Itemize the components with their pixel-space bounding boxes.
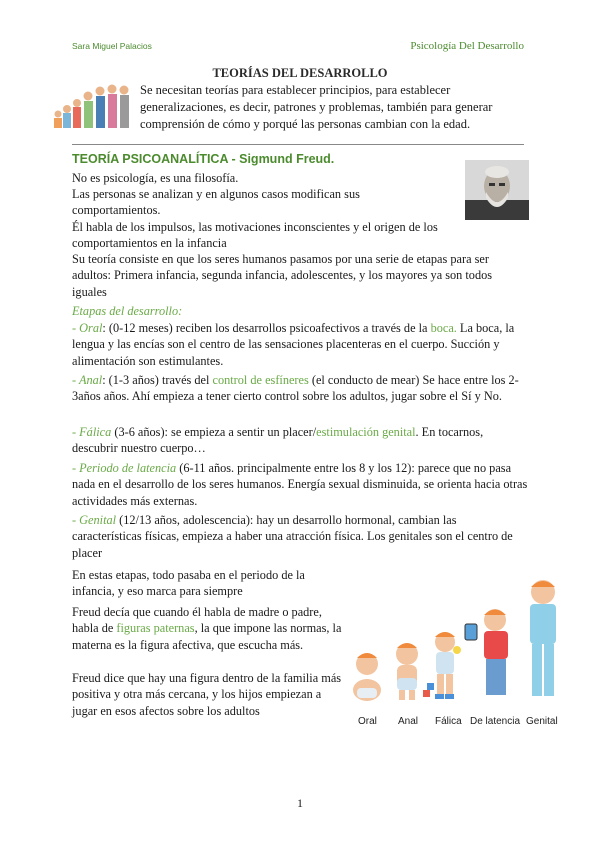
stage-dash: - [72,321,80,335]
stage-text: (12/13 años, adolescencia): hay un desarrollo hormonal, cambian las características físicas, empieza a haber una atracción física. Los genitales son el centro de placer [72,513,513,560]
stage-name: Periodo de latencia [79,461,177,475]
divider [72,144,524,145]
stage-oral [72,320,528,369]
stage-latencia [72,460,528,509]
stage-genital [72,512,528,561]
figure-label-oral: Oral [358,716,377,727]
stages-heading: Etapas del desarrollo: [72,304,183,318]
figure-label-falica: Fálica [435,716,462,727]
closing-highlight: figuras paternas [116,621,195,636]
closing-paragraph-2 [72,604,342,653]
stage-text: (3-6 años): se empieza a sentir un placer/ [111,425,317,439]
stage-name: Fálica [79,425,112,439]
header-subject: Psicología Del Desarrollo [410,40,524,52]
stage-name: Oral [79,321,103,335]
page-number: 1 [297,796,303,810]
stage-dash: - [72,513,80,527]
closing-paragraph-3: Freud dice que hay una figura dentro de la familia más positiva y otra más cercana, y los hijos empiezan a jugar en esos afectos sobre los adultos [72,671,342,718]
section-title: TEORÍA PSICOANALÍTICA - Sigmund Freud. [72,152,335,166]
genital-teen-figure [530,580,556,696]
intro-paragraph: Se necesitan teorías para establecer principios, para establecer generalizaciones, es decir, patrones y problemas, también para generar comprensión de cómo y porqué las personas cambian con la edad. [140,83,493,131]
oral-baby-figure [353,653,381,701]
stage-highlight: control de esfíneres [212,373,309,387]
stage-dash: - [72,461,80,475]
section-paragraph-3: Él habla de los impulsos, las motivaciones inconscientes y el origen de los comportamientos en la infancia [72,220,438,251]
stage-text-post: La boca, la lengua y las encías son el centro de las sensaciones placenteras en el cuerpo. Succión y alimentación son estimulantes. [72,321,515,368]
latencia-child-figure [465,609,508,695]
figure-label-genital: Genital [526,716,558,727]
stage-falica [72,424,528,457]
psychosexual-stages-illustration [345,572,565,712]
stage-highlight: boca. [430,321,457,335]
falica-child-figure [435,632,461,699]
stage-dash: - [72,373,79,387]
figure-label-anal: Anal [398,716,419,727]
stage-anal [72,372,528,405]
stage-name: Anal [78,373,103,387]
stage-text: : (1-3 años) través del [102,373,213,387]
figure-label-latencia: De latencia [470,716,521,727]
section-paragraph-4: Su teoría consiste en que los seres humanos pasamos por una serie de etapas para ser adultos: Primera infancia, segunda infancia, adolescentes, y los mayores ya son todos iguales [72,252,493,299]
freud-portrait [465,160,529,220]
closing-text: Freud decía que cuando él habla de madre o padre, habla de [72,605,322,636]
stage-text: : (0-12 meses) reciben los desarrollos psicoafectivos a través de la [102,321,431,335]
header-author: Sara Miguel Palacios [72,41,152,51]
section-paragraph-2: Las personas se analizan y en algunos casos modifican sus comportamientos. [72,187,360,218]
section-paragraph-1: No es psicología, es una filosofía. [72,171,239,185]
closing-paragraph-1: En estas etapas, todo pasaba en el periodo de la infancia, y eso marca para siempre [72,568,305,599]
closing-text-post: , la que impone las normas, la materna es la figura afectiva, que escucha más. [72,621,342,652]
growth-stages-illustration [50,76,134,132]
figure-labels [0,716,600,730]
stage-text-post: (el conducto de mear) Se hace entre los 2-3años años. Ahí empieza a tener cierto control sobre los adultos, jugar sobre el Sí y No. [72,373,519,404]
anal-toddler-figure [396,643,434,700]
stage-text-post: . En tocarnos, descubrir nuestro cuerpo… [72,425,484,456]
stage-dash: - [72,425,80,439]
page-title: TEORÍAS DEL DESARROLLO [212,66,388,80]
stage-highlight: estimulación genital [316,425,416,439]
stage-name: Genital [79,513,117,527]
stage-text: (6-11 años. principalmente entre los 8 y los 12): parece que no pasa nada en el desarrollo de los seres humanos. Energía sexual disminuida, se orienta hacia otras actividades más externas. [72,461,528,508]
